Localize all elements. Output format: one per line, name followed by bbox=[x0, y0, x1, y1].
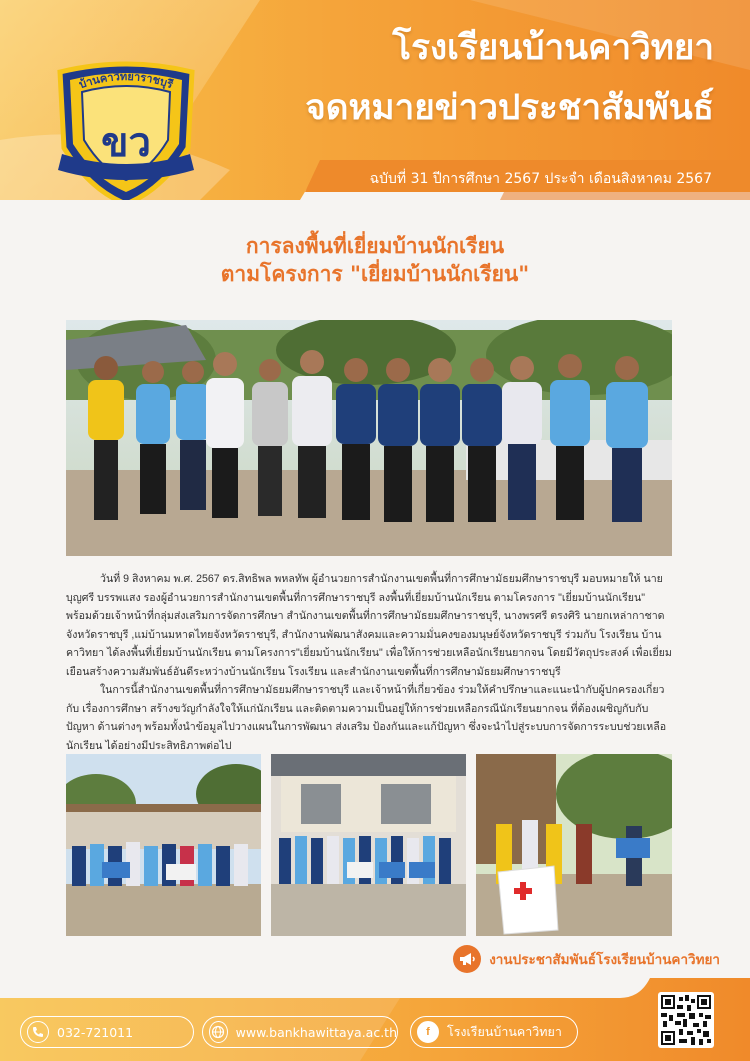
website-link[interactable] bbox=[202, 1016, 398, 1048]
main-group-photo bbox=[66, 320, 672, 556]
issue-info: ฉบับที่ 31 ปีการศึกษา 2567 ประจำ เดือนสิงหาคม 2567 bbox=[369, 171, 712, 187]
header bbox=[0, 0, 750, 200]
facebook-link[interactable] bbox=[410, 1016, 578, 1048]
school-logo bbox=[42, 58, 210, 200]
photo-group-outdoor bbox=[66, 754, 261, 936]
globe-icon bbox=[209, 1021, 228, 1043]
pr-credit-text: งานประชาสัมพันธ์โรงเรียนบ้านคาวิทยา bbox=[489, 952, 720, 968]
article-body bbox=[66, 570, 672, 755]
article-paragraph-1: วันที่ 9 สิงหาคม พ.ศ. 2567 ดร.สิทธิพล พหลทัพ ผู้อำนวยการสำนักงานเขตพื้นที่การศึกษามัธยมศึกษาราชบุรี มอบหมายให้ นายบุญศรี บรรพแสง รองผู้อำนวยการสำนักงานเขตพื้นที่การศึกษาราชบุรี ลงพื้นที่เยี่ยมบ้านนักเรียน ตามโครงการ "เยี่ยมบ้านนักเรียน" พร้อมด้วยเจ้าหน้าที่กลุ่มส่งเสริมการจัดการศึกษา สำนักงานเขตพื้นที่การศึกษามัธยมศึกษาราชบุรี, นางพรศรี ตรงศิริ นายกเหล่ากาชาด จังหวัดราชบุรี ,แม่บ้านมหาดไทยจังหวัดราชบุรี, สำนักงานพัฒนาสังคมและความมั่นคงของมนุษย์จังหวัดราชบุรี ร่วมกับ โรงเรียน บ้านคาวิทยา ได้ลงพื้นที่เยี่ยมบ้านนักเรียน ตามโครงการ"เยี่ยมบ้านนักเรียน" เพื่อให้การช่วยเหลือนักเรียนยากจน โดยมีวัตถุประสงค์ เพื่อเยี่ยมเยือนสร้างความสัมพันธ์อันดีระหว่างบ้านนักเรียน โรงเรียน และสำนักงานเขตพื้นที่การศึกษามัธยมศึกษาราชบุรี bbox=[66, 573, 672, 678]
school-name: โรงเรียนบ้านคาวิทยา bbox=[392, 28, 714, 68]
facebook-page-name: โรงเรียนบ้านคาวิทยา bbox=[447, 1024, 562, 1039]
megaphone-icon bbox=[453, 945, 481, 973]
photo-donation-box bbox=[476, 754, 672, 936]
article-headline-line1: การลงพื้นที่เยี่ยมบ้านนักเรียน bbox=[245, 233, 505, 258]
footer bbox=[0, 978, 750, 1061]
newsletter-title: จดหมายข่าวประชาสัมพันธ์ bbox=[305, 88, 714, 128]
facebook-icon: f bbox=[417, 1021, 439, 1043]
article-paragraph-2: ในการนี้สำนักงานเขตพื้นที่การศึกษามัธยมศึกษาราชบุรี และเจ้าหน้าที่เกี่ยวข้อง ร่วมให้คำปรึกษาและแนะนำกับผู้ปกครองเกี่ยวกับ เรื่องการศึกษา สร้างขวัญกำลังใจให้แก่นักเรียน และติดตามความเป็นอยู่ให้การช่วยเหลือกรณีนักเรียนยากจน ที่ต้องเผชิญกับกับปัญหา ด้านต่างๆ พร้อมทั้งนำข้อมูลไปวางแผนในการพัฒนา ส่งเสริม ป้องกันและแก้ปัญหา ซึ่งจะนำไปสู่ระบบการจัดการระบบช่วยเหลือนักเรียน ได้อย่างมีประสิทธิภาพต่อไป bbox=[66, 684, 667, 752]
photo-group-school bbox=[271, 754, 466, 936]
phone-number: 032-721011 bbox=[57, 1024, 134, 1040]
website-url: www.bankhawittaya.ac.th bbox=[235, 1024, 397, 1040]
pr-credit bbox=[453, 944, 720, 974]
logo-monogram: ขว bbox=[101, 120, 151, 166]
phone-contact[interactable] bbox=[20, 1016, 194, 1048]
article-headline-line2: ตามโครงการ "เยี่ยมบ้านนักเรียน" bbox=[220, 261, 530, 286]
phone-icon bbox=[27, 1021, 49, 1043]
logo-ring-text: บ้านคาวิทยาราชบุรี bbox=[77, 69, 175, 92]
qr-code-icon[interactable] bbox=[658, 992, 714, 1048]
